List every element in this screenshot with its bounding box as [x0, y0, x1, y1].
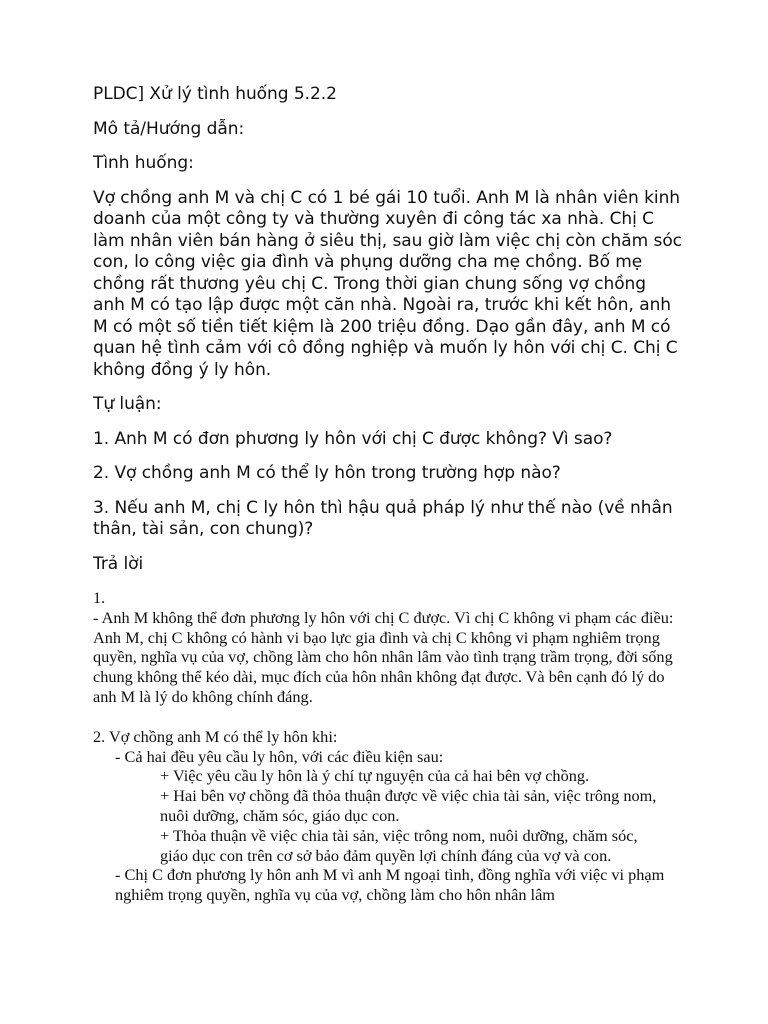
- answer-2-case-1: - Cả hai đều yêu cầu ly hôn, với các điều kiện sau:: [115, 746, 444, 766]
- spacer: [93, 707, 683, 727]
- answer-1-number: 1.: [93, 588, 106, 607]
- answer-2-case-1-item-2: + Hai bên vợ chồng đã thỏa thuận được về việc chia tài sản, việc trông nom, nuôi dưỡng, chăm sóc, giáo dục con.: [160, 786, 657, 825]
- situation-paragraph: Vợ chồng anh M và chị C có 1 bé gái 10 tuổi. Anh M là nhân viên kinh doanh của một công ty và thường xuyên đi công tác xa nhà. Chị C làm nhân viên bán hàng ở siêu thị, sau giờ làm việc chị còn chăm sóc con, lo công việc gia đình và phụng dưỡng cha mẹ chồng. Bố mẹ chồng rất thương yêu chị C. Trong thời gian chung sống vợ chồng anh M có tạo lập được một căn nhà. Ngoài ra, trước khi kết hôn, anh M có một số tiền tiết kiệm là 200 triệu đồng. Dạo gần đây, anh M có quan hệ tình cảm với cô đồng nghiệp và muốn ly hôn với chị C. Chị C không đồng ý ly hôn.: [93, 187, 682, 380]
- answer-2-case-1-item-1: + Việc yêu cầu ly hôn là ý chí tự nguyện của cả hai bên vợ chồng.: [160, 766, 590, 786]
- question-2: 2. Vợ chồng anh M có thể ly hôn trong trường hợp nào?: [93, 463, 561, 483]
- question-section: [93, 84, 683, 575]
- answer-2-case-2: - Chị C đơn phương ly hôn anh M vì anh M ngoại tình, đồng nghĩa với việc vi phạm nghiêm trọng quyền, nghĩa vụ của vợ, chồng làm cho hôn nhân lâm: [115, 865, 665, 905]
- document-page: [93, 84, 683, 905]
- question-1: 1. Anh M có đơn phương ly hôn với chị C được không? Vì sao?: [93, 428, 613, 449]
- doc-title: PLDC] Xử lý tình huống 5.2.2: [93, 84, 337, 104]
- question-3: 3. Nếu anh M, chị C ly hôn thì hậu quả pháp lý như thế nào (về nhân thân, tài sản, con chung)?: [93, 497, 673, 539]
- situation-label: Tình huống:: [93, 153, 194, 173]
- answer-2-case-1-item-3: + Thỏa thuận về việc chia tài sản, việc trông nom, nuôi dưỡng, chăm sóc, giáo dục con trên cơ sở bảo đảm quyền lợi chính đáng của vợ và con.: [160, 825, 638, 865]
- answer-section: [93, 588, 683, 905]
- essay-label: Tự luận:: [93, 394, 162, 414]
- answer-2-intro: 2. Vợ chồng anh M có thể ly hôn khi:: [93, 726, 338, 746]
- description-label: Mô tả/Hướng dẫn:: [93, 118, 245, 139]
- answer-1-text: - Anh M không thể đơn phương ly hôn với chị C được. Vì chị C không vi phạm các điều: Anh M, chị C không có hành vi bạo lực gia đình và chị C không vi phạm nghiêm trọng quyền, nghĩa vụ của vợ, chồng làm cho hôn nhân lâm vào tình trạng trầm trọng, đời sống chung không thể kéo dài, mục đích của hôn nhân không đạt được. Và bên cạnh đó lý do anh M là lý do không chính đáng.: [93, 607, 674, 706]
- answer-label: Trả lời: [93, 553, 144, 574]
